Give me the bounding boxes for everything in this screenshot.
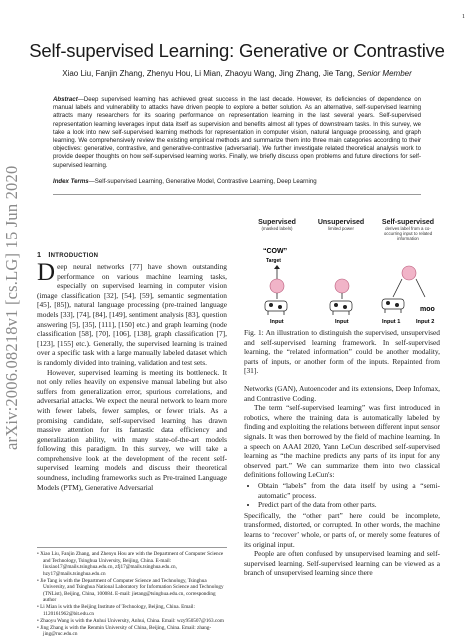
section-heading [37,250,98,259]
right-paragraph-4: People are often confused by unsupervised learning and self-supervised learning. Self-supervised learning can be viewed as a branch of unsupervised learning since there [244,549,440,578]
fig-cow-word: “COW” [263,248,288,255]
author-names: Xiao Liu, Fanjin Zhang, Zhenyu Hou, Li Mian, Zhaoyu Wang, Jing Zhang, Jie Tang, [62,69,355,78]
fig-unsupervised-sub: limited power [328,226,354,231]
abstract [53,96,421,170]
fig-cow-icon [382,299,404,313]
fig-cow-icon [330,301,352,315]
fig-brain-icon [402,266,416,280]
definition-list [244,481,440,510]
section-number: 1 [37,250,42,259]
fig-arrow [393,279,402,297]
fig-supervised-sub: (masked labels) [261,226,293,231]
right-column [244,384,440,578]
footnote: • Li Mian is with the Beijing Institute of Technology, Beijing, China. Email: 1120161962@bit.edu.cn [37,604,195,617]
footnote: • Jing Zhang is with the Renmin University of China, Beijing, China. Email: zhang-jing@ruc.edu.cn [37,624,212,637]
intro-paragraph-1-text: eep neural networks [77] have shown outstanding performance on various machine learning tasks, especially on supervised learning in computer vision (image classification [32], [54], [59], semantic segmentation [45], [85]), natural language processing (pre-trained language models [33], [74], [84], [149], sentiment analysis [83], question answering [5], [35], [111], [150] etc.) and graph learning (node classification [58], [70], [106], [138], graph classification [7], [123], [155] etc.). Generally, the supervised learning is trained over a specific task with a large manually labeled dataset which is randomly divided into training, validation and test sets. [37,262,227,367]
fig-self-input-1: Input 1 [382,319,401,325]
fig-illustration [244,219,444,327]
author-role: Senior Member [357,69,412,78]
section-title-rest: NTRODUCTION [50,253,99,259]
fig-brain-icon [335,279,349,293]
fig-unsupervised-input: Input [335,319,349,325]
header-divider [53,194,421,195]
page-number: 1 [462,14,465,20]
index-terms-label: Index Terms [53,178,89,185]
fig-arrow [416,279,425,297]
fig-brain-icon [270,279,284,293]
abstract-label: Abstract [53,96,78,103]
left-column [37,259,227,492]
right-paragraph-3: Specifically, the “other part” here could be incomplete, transformed, distorted, or corrupted. In other words, the machine learns to ‘recover’ whole, or parts of, or merely some features of its original input. [244,510,440,549]
arxiv-stamp[interactable]: arXiv:2006.08218v1 [cs.LG] 15 Jun 2020 [2,165,21,450]
drop-cap: D [37,259,56,286]
figure-1 [244,219,444,327]
intro-paragraph-2: However, supervised learning is meeting its bottleneck. It not only relies heavily on expensive manual labeling but also suffers from generalization error, spurious correlations, and adversarial attacks. We expect the neural network to learn more with fewer labels, fewer samples, or fewer trials. As a promising candidate, self-supervised learning has drawn massive attention for its fantastic data efficiency and generalization ability, with many state-of-the-art models following this paradigm. In this survey, we will take a comprehensive look at the development of the recent self-supervised learning models and discuss their theoretical soundness, including frameworks such as Pre-trained Language Models (PTM), Generative Adversarial [37,367,227,492]
fig-unsupervised-title: Unsupervised [317,219,365,226]
fig-arrowhead [274,265,280,269]
footnote: • Xiao Liu, Fanjin Zhang, and Zhenyu Hou are with the Department of Computer Science and Technology, Tsinghua University, Beijing, China. E-mail: liuxiao17@mails.tsinghua.edu.cn, zfj17@mails.tsinghua.edu.cn, hzy17@mails.tsinghua.edu.cn [37,551,224,577]
paper-title: Self-supervised Learning: Generative or Contrastive [29,40,445,61]
right-paragraph-1: Networks (GAN), Autoencoder and its extensions, Deep Infomax, and Contrastive Coding. [244,384,440,403]
section-title-initial: I [48,250,51,259]
footnotes [37,547,227,638]
fig-self-input-2: Input 2 [416,319,435,325]
footnote: • Zhaoyu Wang is with the Anhui University, Anhui, China. Email: wzy950507@163.com [37,617,224,624]
index-terms [53,178,421,185]
fig-moo-word: moo [420,306,435,313]
fig-self-supervised-sub: derives label from a co-occurring input to related information [383,226,433,241]
list-item: • Obtain “labels” from the data itself by using a “semi-automatic” process. [258,481,440,500]
list-item: • Predict part of the data from other parts. [258,500,440,510]
footnote: • Jie Tang is with the Department of Computer Science and Technology, Tsinghua University, and Tsinghua National Laboratory for Information Science and Technology (TNList), Beijing, China, 100084. E-mail: jietang@tsinghua.edu.cn, corresponding author [37,577,224,603]
figure-caption: Fig. 1: An illustration to distinguish the supervised, unsupervised and self-supervised learning framework. In self-supervised learning, the “related information” could be another modality, parts of inputs, or another form of the inputs. Repainted from [31]. [244,328,440,376]
fig-cow-icon [265,301,287,315]
intro-paragraph-1 [37,259,227,368]
abstract-text: —Deep supervised learning has achieved great success in the last decade. However, its deficiencies of dependence on manual labels and vulnerability to attacks have driven people to explore a better solution. As an alternative, self-supervised learning attracts many researchers for its soaring performance on representation learning in the last several years. Self-supervised representation learning leverages input data itself as supervision and benefits almost all types of downstream tasks. In this survey, we take a look into new self-supervised learning methods for representation in computer vision, natural language processing, and graph learning. We comprehensively review the existing empirical methods and summarize them into three main categories according to their objectives: generative, contrastive, and generative-contrastive (adversarial). We further investigate related theoretical analysis work to provide deeper thoughts on how self-supervised learning works. Finally, we briefly discuss open problems and future directions for self-supervised learning. [53,96,421,169]
fig-target-label: Target [266,258,281,264]
fig-supervised-title: Supervised [258,219,296,226]
index-terms-text: —Self-supervised Learning, Generative Model, Contrastive Learning, Deep Learning [88,178,317,185]
right-paragraph-2: The term “self-supervised learning” was first introduced in robotics, where the training data is automatically labeled by finding and exploiting the relations between different input sensor signals. It was then borrowed by the field of machine learning. In a speech on AAAI 2020, Yann LeCun described self-supervised learning as “the machine predicts any parts of its input for any observed part.” We can summarize them into two classical definitions following LeCun's: [244,403,440,480]
fig-self-supervised-title: Self-supervised [381,219,435,226]
fig-supervised-input: Input [270,319,284,325]
author-list [0,69,474,78]
